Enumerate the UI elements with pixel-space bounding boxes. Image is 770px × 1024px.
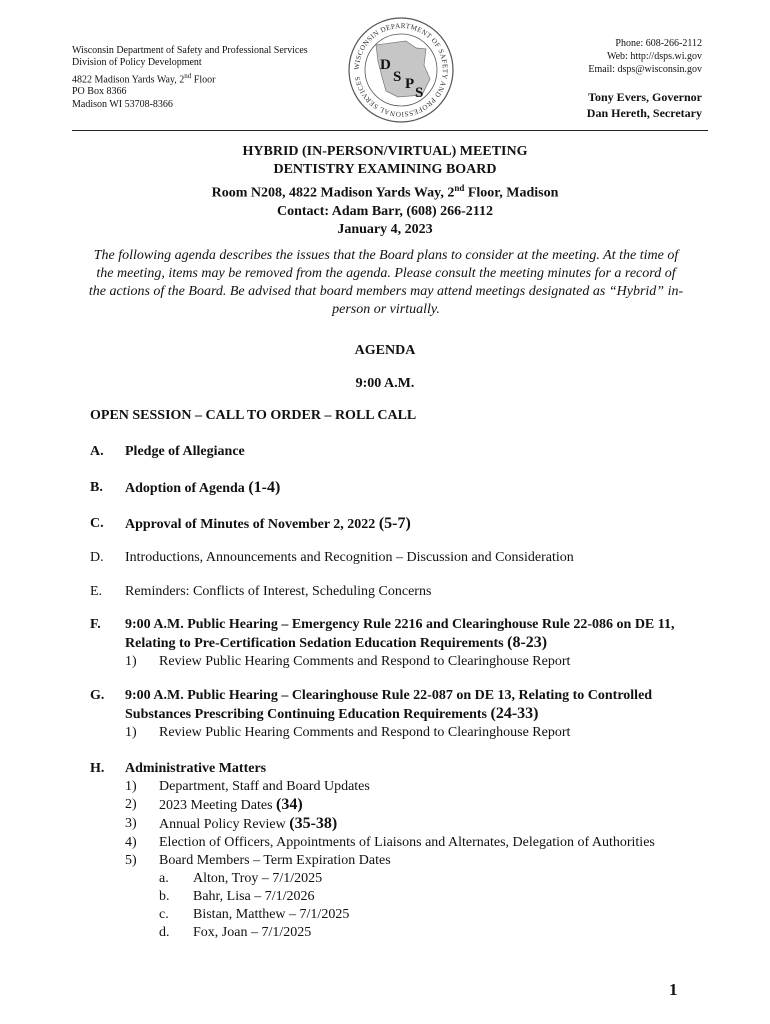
page-reference: (34) bbox=[276, 796, 303, 813]
meeting-date: January 4, 2023 bbox=[337, 221, 433, 237]
agency-address bbox=[72, 45, 308, 111]
agency-name: Wisconsin Department of Safety and Professional Services bbox=[72, 45, 308, 56]
agenda-item-c: C. Approval of Minutes of November 2, 2022 (5-7) bbox=[90, 515, 411, 532]
board-member-item: a. Alton, Troy – 7/1/2025 bbox=[159, 871, 323, 886]
intro-paragraph: The following agenda describes the issues that the Board plans to consider at the meeting. At the time of the meeting, items may be removed from the agenda. Please consult the meeting minutes for a record of the actions of the Board. Be advised that board members may attend meetings designated as “Hybrid” in-person or virtually. bbox=[88, 248, 684, 317]
governor: Tony Evers, Governor bbox=[588, 90, 702, 104]
po-box: PO Box 8366 bbox=[72, 86, 127, 98]
board-member-item: b. Bahr, Lisa – 7/1/2026 bbox=[159, 889, 315, 904]
sub-item: 1) Review Public Hearing Comments and Respond to Clearinghouse Report bbox=[125, 654, 571, 669]
meeting-title-block bbox=[0, 143, 770, 239]
board-member-item: c. Bistan, Matthew – 7/1/2025 bbox=[159, 907, 350, 922]
agenda-item-f: F. 9:00 A.M. Public Hearing – Emergency Rule 2216 and Clearinghouse Rule 22-086 on DE 11, Relating to Pre-Certification Sedation Education Requirements (8-23) 1) Review Public Hearing Comments and Respond to Clearinghouse Report bbox=[90, 616, 690, 671]
agenda-item-e: E. Reminders: Conflicts of Interest, Scheduling Concerns bbox=[90, 584, 432, 599]
agenda-item-h: H. Administrative Matters 1) Department, Staff and Board Updates 2) 2023 Meeting Dates (34) 3) Annual Policy Review (35-38) 4) Election of Officers, Appointments of Liaisons and Alternates, Delegation of Authorities 5) Board Members – Term Expiration Dates a. Alton, Troy – 7/1/2025 b. Bahr, Lisa – 7/1/2026 c. Bistan, Matthew – 7/1/2025 d. Fox, Joan – 7/1/2025 bbox=[90, 760, 690, 942]
officials bbox=[587, 89, 702, 121]
board-member-item: d. Fox, Joan – 7/1/2025 bbox=[159, 925, 312, 940]
secretary: Dan Hereth, Secretary bbox=[586, 106, 702, 120]
sub-item: 2) 2023 Meeting Dates (34) bbox=[125, 796, 303, 813]
phone: Phone: 608-266-2112 bbox=[615, 38, 702, 49]
meeting-type: HYBRID (IN-PERSON/VIRTUAL) MEETING bbox=[242, 144, 528, 159]
page-number: 1 bbox=[669, 980, 678, 999]
page-reference: (35-38) bbox=[289, 815, 338, 832]
header-divider bbox=[72, 130, 708, 131]
seal-letter-s: S bbox=[393, 69, 402, 85]
agenda-item-g: G. 9:00 A.M. Public Hearing – Clearinghouse Rule 22-087 on DE 13, Relating to Controlled Substances Prescribing Continuing Education Requirements (24-33) 1) Review Public Hearing Comments and Respond to Clearinghouse Report bbox=[90, 687, 690, 742]
city-zip: Madison WI 53708-8366 bbox=[72, 98, 173, 110]
web-link[interactable]: Web: http://dsps.wi.gov bbox=[606, 51, 702, 62]
sub-item: 1) Review Public Hearing Comments and Respond to Clearinghouse Report bbox=[125, 725, 571, 740]
seal-ring-text: WISCONSIN DEPARTMENT OF SAFETY AND PROFESSIONAL SERVICES bbox=[352, 21, 450, 119]
meeting-contact: Contact: Adam Barr, (608) 266-2112 bbox=[276, 203, 494, 219]
meeting-location: Room N208, 4822 Madison Yards Way, 2nd Floor, Madison bbox=[211, 183, 559, 201]
dsps-seal-logo bbox=[346, 15, 456, 125]
seal-letter-s2: S bbox=[415, 85, 424, 101]
division-name: Division of Policy Development bbox=[72, 57, 202, 69]
agenda-item-d: D. Introductions, Announcements and Recognition – Discussion and Consideration bbox=[90, 550, 574, 565]
agenda-item-b: B. Adoption of Agenda (1-4) bbox=[90, 479, 281, 496]
sub-item: 3) Annual Policy Review (35-38) bbox=[125, 815, 338, 832]
page-reference: (8-23) bbox=[507, 634, 548, 651]
agency-contact bbox=[587, 37, 702, 121]
page-reference: (1-4) bbox=[248, 479, 281, 496]
page-reference: (24-33) bbox=[490, 705, 539, 722]
sub-item: 5) Board Members – Term Expiration Dates bbox=[125, 853, 391, 868]
seal-letter-p: P bbox=[405, 76, 415, 92]
page-reference: (5-7) bbox=[378, 515, 411, 532]
street-address: 4822 Madison Yards Way, 2nd Floor bbox=[72, 71, 216, 85]
agenda-item-a: A. Pledge of Allegiance bbox=[90, 444, 245, 459]
board-name: DENTISTRY EXAMINING BOARD bbox=[273, 162, 497, 177]
agenda-heading: AGENDA bbox=[354, 343, 416, 358]
sub-item: 4) Election of Officers, Appointments of Liaisons and Alternates, Delegation of Authorities bbox=[125, 835, 655, 850]
email-link[interactable]: Email: dsps@wisconsin.gov bbox=[588, 64, 702, 75]
open-session-heading: OPEN SESSION – CALL TO ORDER – ROLL CALL bbox=[90, 408, 417, 423]
sub-item: 1) Department, Staff and Board Updates bbox=[125, 779, 370, 794]
seal-letter-d: D bbox=[380, 57, 391, 73]
agenda-time: 9:00 A.M. bbox=[355, 376, 415, 391]
